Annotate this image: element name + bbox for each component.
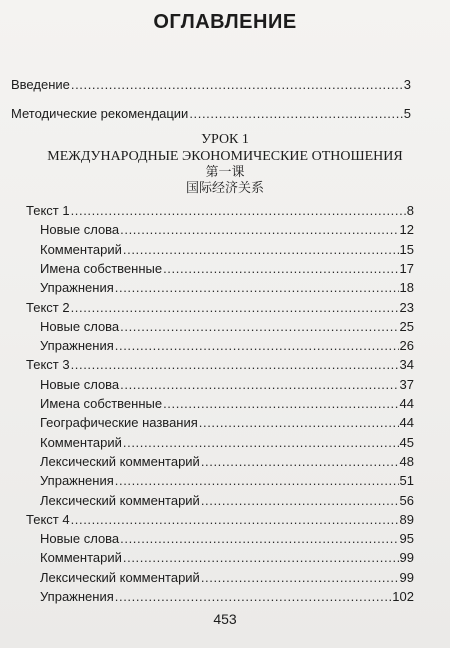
- toc-entry-page: 12: [399, 222, 414, 237]
- toc-entry-page: 15: [399, 242, 414, 257]
- toc-entry-page: 8: [406, 203, 414, 218]
- toc-entry-label: Упражнения: [40, 338, 114, 353]
- dot-leader: [115, 472, 399, 489]
- toc-row: [26, 202, 414, 219]
- toc-entry-label: Текст 4: [26, 512, 70, 527]
- toc-row: [40, 492, 414, 509]
- toc-entry-label: Лексический комментарий: [40, 454, 200, 469]
- dot-leader: [71, 202, 406, 219]
- toc-entry-page: 5: [403, 106, 411, 121]
- toc-entry-label: Введение: [11, 77, 70, 92]
- toc-entry-page: 48: [399, 454, 414, 469]
- toc-entry-page: 51: [399, 473, 414, 488]
- toc-row: [40, 472, 414, 489]
- toc-entry-page: 23: [399, 300, 414, 315]
- toc-entry-label: Новые слова: [40, 531, 120, 546]
- page-title: ОГЛАВЛЕНИЕ: [153, 11, 297, 33]
- dot-leader: [71, 299, 399, 316]
- toc-row: [40, 260, 414, 277]
- toc-row: [11, 76, 411, 93]
- dot-leader: [123, 549, 399, 566]
- dot-leader: [71, 511, 399, 528]
- toc-entry-label: Комментарий: [40, 550, 122, 565]
- toc-entry-page: 99: [399, 550, 414, 565]
- lesson-cn-title: 国际经济关系: [185, 181, 264, 196]
- dot-leader: [115, 337, 399, 354]
- toc-row: [40, 241, 414, 258]
- toc-entry-page: 89: [399, 512, 414, 527]
- toc-entry-page: 18: [399, 280, 414, 295]
- toc-entry-label: Методические рекомендации: [11, 106, 189, 121]
- dot-leader: [163, 395, 398, 412]
- toc-entry-label: Новые слова: [40, 377, 120, 392]
- toc-row: [40, 376, 414, 393]
- toc-entry-page: 37: [399, 377, 414, 392]
- toc-row: [26, 356, 414, 373]
- toc-entry-page: 26: [399, 338, 414, 353]
- dot-leader: [120, 376, 398, 393]
- toc-row: [40, 569, 414, 586]
- lesson-cn-number: 第一课: [205, 165, 245, 180]
- toc-row: [40, 530, 414, 547]
- dot-leader: [120, 318, 398, 335]
- toc-entry-page: 102: [392, 589, 414, 604]
- dot-leader: [115, 279, 399, 296]
- toc-row: [40, 337, 414, 354]
- toc-entry-label: Упражнения: [40, 589, 114, 604]
- toc-entry-page: 99: [399, 570, 414, 585]
- toc-entry-label: Текст 2: [26, 300, 70, 315]
- toc-entry-label: Имена собственные: [40, 396, 163, 411]
- lesson-title: МЕЖДУНАРОДНЫЕ ЭКОНОМИЧЕСКИЕ ОТНОШЕНИЯ: [47, 149, 403, 164]
- dot-leader: [199, 414, 399, 431]
- dot-leader: [201, 453, 399, 470]
- toc-row: [40, 434, 414, 451]
- dot-leader: [163, 260, 398, 277]
- toc-entry-label: Географические названия: [40, 415, 198, 430]
- toc-entry-page: 56: [399, 493, 414, 508]
- toc-row: [40, 279, 414, 296]
- dot-leader: [71, 76, 403, 93]
- dot-leader: [120, 221, 398, 238]
- toc-row: [40, 453, 414, 470]
- toc-entry-label: Текст 3: [26, 357, 70, 372]
- toc-entry-label: Имена собственные: [40, 261, 163, 276]
- dot-leader: [201, 492, 399, 509]
- toc-entry-page: 44: [399, 415, 414, 430]
- toc-row: [40, 414, 414, 431]
- toc-entry-label: Текст 1: [26, 203, 70, 218]
- toc-entry-page: 44: [399, 396, 414, 411]
- toc-entry-label: Новые слова: [40, 222, 120, 237]
- page-number: 453: [213, 611, 237, 627]
- toc-row: [40, 318, 414, 335]
- toc-entry-label: Лексический комментарий: [40, 493, 200, 508]
- toc-row: [26, 511, 414, 528]
- dot-leader: [189, 105, 402, 122]
- dot-leader: [115, 588, 392, 605]
- dot-leader: [123, 241, 399, 258]
- toc-entry-label: Комментарий: [40, 435, 122, 450]
- toc-entry-label: Лексический комментарий: [40, 570, 200, 585]
- toc-entry-page: 25: [399, 319, 414, 334]
- dot-leader: [71, 356, 399, 373]
- toc-entry-label: Упражнения: [40, 473, 114, 488]
- toc-entry-page: 45: [399, 435, 414, 450]
- dot-leader: [120, 530, 398, 547]
- toc-row: [26, 299, 414, 316]
- dot-leader: [123, 434, 399, 451]
- toc-row: [11, 105, 411, 122]
- toc-entry-label: Комментарий: [40, 242, 122, 257]
- dot-leader: [201, 569, 399, 586]
- toc-row: [40, 221, 414, 238]
- toc-row: [40, 588, 414, 605]
- toc-row: [40, 549, 414, 566]
- toc-entry-page: 95: [399, 531, 414, 546]
- toc-row: [40, 395, 414, 412]
- toc-entry-page: 3: [403, 77, 411, 92]
- lesson-number: УРОК 1: [201, 132, 249, 147]
- toc-entry-page: 17: [399, 261, 414, 276]
- toc-entry-page: 34: [399, 357, 414, 372]
- toc-entry-label: Упражнения: [40, 280, 114, 295]
- toc-entry-label: Новые слова: [40, 319, 120, 334]
